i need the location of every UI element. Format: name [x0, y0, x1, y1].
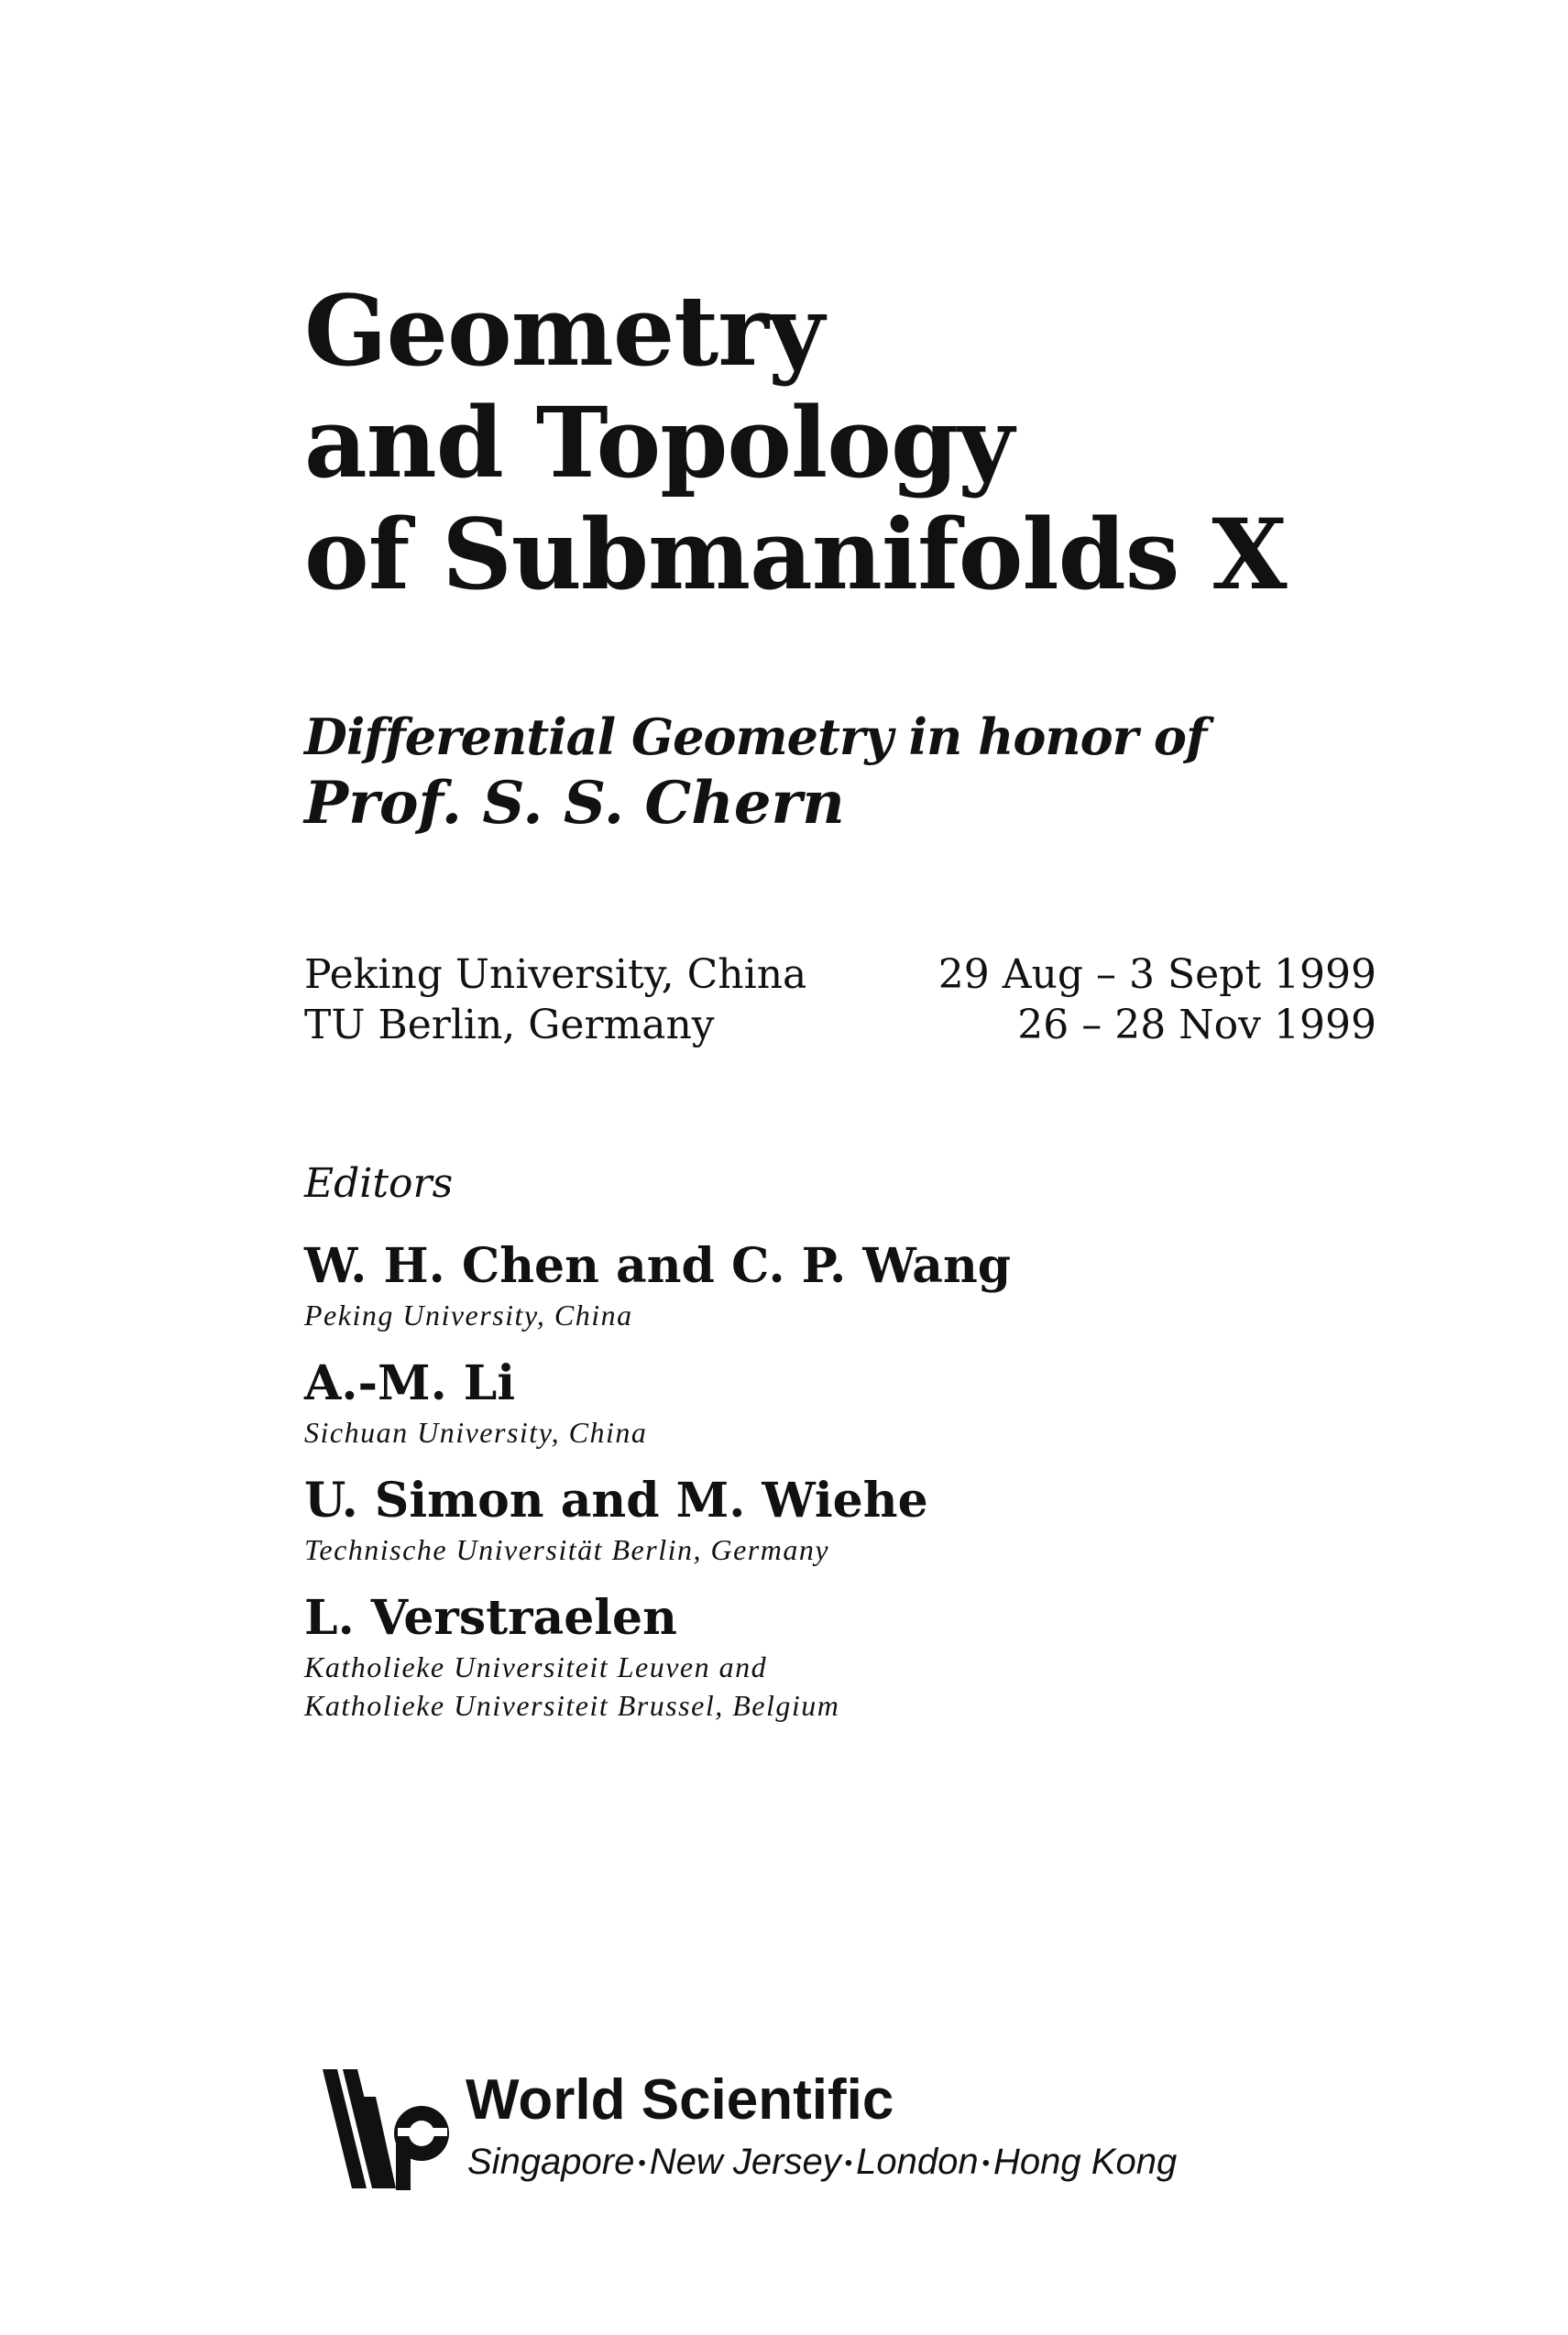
city: Singapore	[467, 2142, 635, 2182]
venue-row	[304, 949, 1376, 1000]
venue-date: 29 Aug – 3 Sept 1999	[938, 951, 1376, 998]
subtitle-line-1: Differential Geometry in honor of	[304, 707, 1207, 766]
editors-list	[304, 1237, 1404, 1745]
editor-name: L. Verstraelen	[304, 1590, 677, 1646]
editor-name: A.-M. Li	[304, 1355, 516, 1411]
publisher-cities	[467, 2139, 1177, 2187]
editor-name: W. H. Chen and C. P. Wang	[304, 1238, 1012, 1294]
editor-name: U. Simon and M. Wiehe	[304, 1473, 928, 1529]
venue-place: TU Berlin, Germany	[304, 1002, 715, 1048]
editor-affiliation: Peking University, China	[304, 1299, 633, 1332]
title-line-2: and Topology	[304, 385, 1014, 499]
book-subtitle	[304, 706, 1404, 839]
title-line-3: of Submanifolds X	[304, 497, 1287, 611]
editor-entry	[304, 1472, 1404, 1569]
publisher-imprint	[323, 2060, 1239, 2198]
editor-entry	[304, 1354, 1404, 1452]
editor-entry	[304, 1237, 1404, 1334]
city: Hong Kong	[993, 2142, 1178, 2182]
city: London	[856, 2142, 979, 2182]
editor-affiliation: Katholieke Universiteit Brussel, Belgium	[304, 1689, 840, 1722]
publisher-name: World Scientific	[466, 2068, 894, 2132]
editor-affiliation: Katholieke Universiteit Leuven and	[304, 1650, 768, 1683]
world-scientific-logo-icon	[323, 2060, 451, 2198]
venue-row	[304, 1000, 1376, 1050]
venue-place: Peking University, China	[304, 951, 807, 998]
conference-venues	[304, 949, 1376, 1050]
editor-affiliation: Sichuan University, China	[304, 1416, 648, 1449]
bullet-separator: •	[844, 2151, 853, 2176]
bullet-separator: •	[638, 2151, 646, 2176]
city: New Jersey	[649, 2142, 841, 2182]
book-title	[304, 275, 1404, 610]
venue-date: 26 – 28 Nov 1999	[1017, 1002, 1376, 1048]
editors-heading: Editors	[304, 1160, 454, 1207]
editor-affiliation: Technische Universität Berlin, Germany	[304, 1533, 830, 1566]
title-line-1: Geometry	[304, 273, 824, 388]
subtitle-line-2: Prof. S. S. Chern	[304, 769, 845, 838]
editor-entry	[304, 1589, 1404, 1725]
bullet-separator: •	[981, 2151, 991, 2176]
